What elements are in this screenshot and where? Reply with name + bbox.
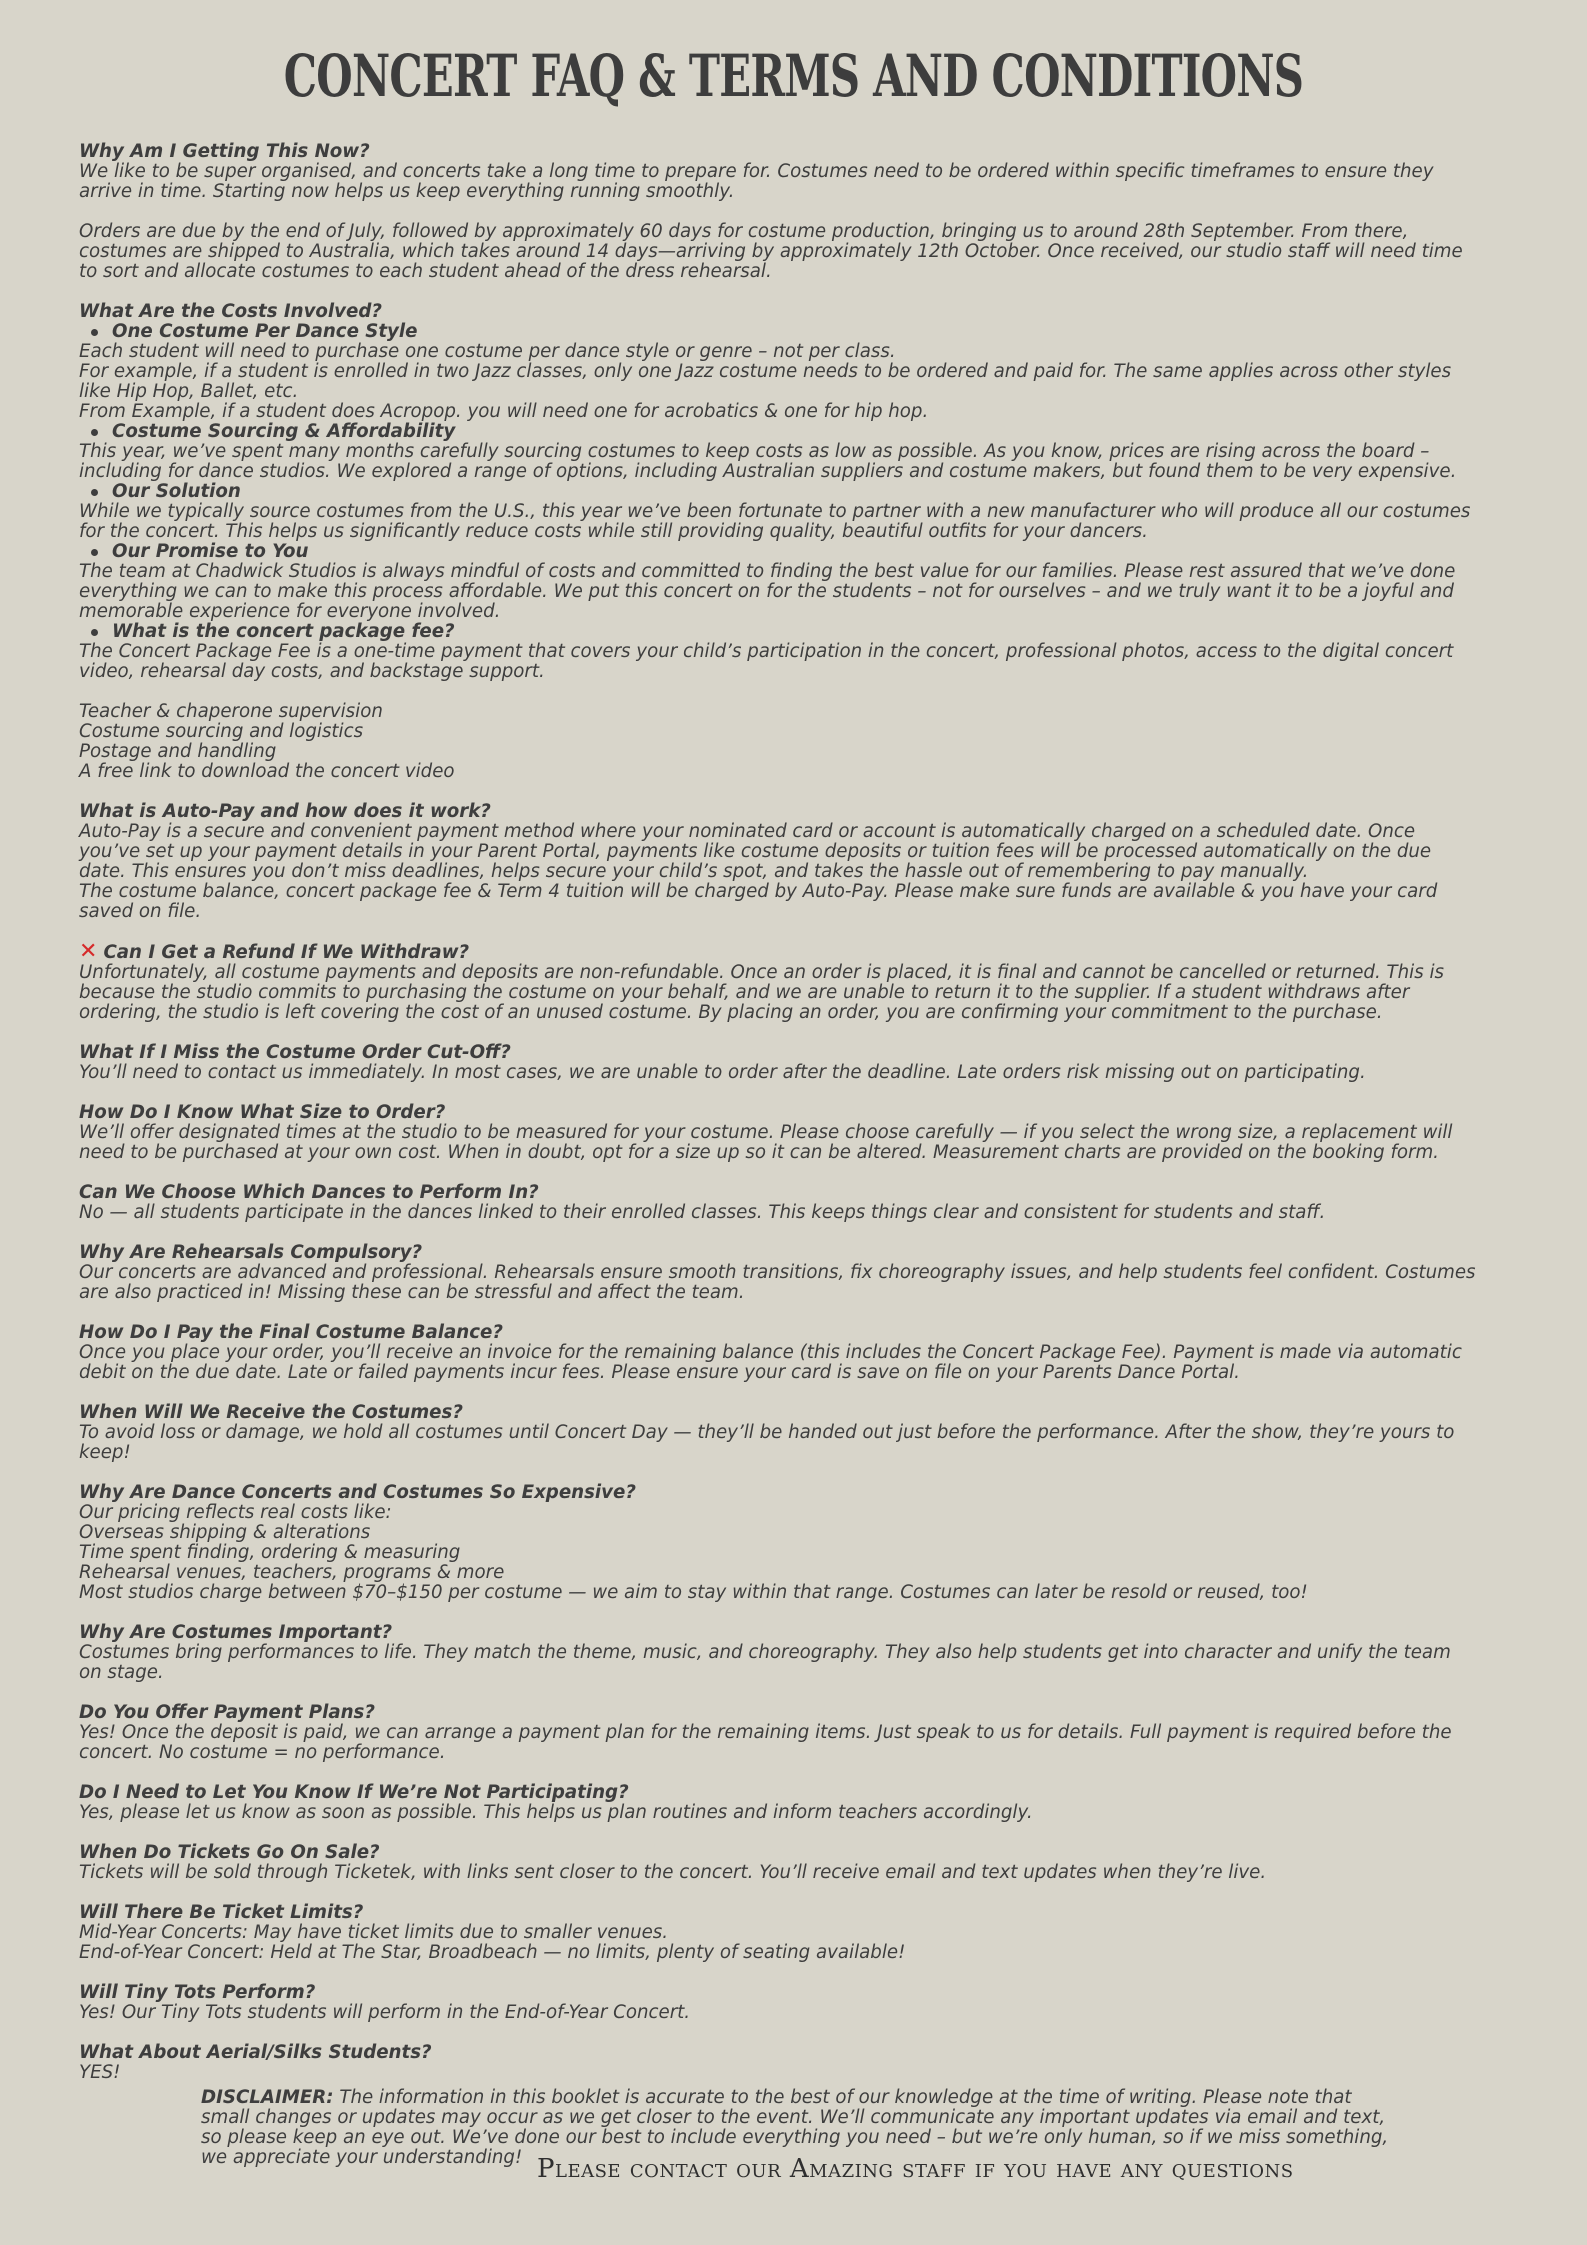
- faq-item: [79, 2043, 1479, 2083]
- bullet-heading: What is the concert package fee?: [79, 622, 1479, 642]
- faq-answer-line: Rehearsal venues, teachers, programs & more: [79, 1562, 505, 1583]
- faq-item: [79, 1623, 1479, 1683]
- faq-question-text: Do I Need to Let You Know If We’re Not Participating?: [79, 1782, 629, 1803]
- faq-answer-line: The team at Chadwick Studios is always mindful of costs and committed to finding the best value for our families. Please rest assured that we’ve done everything we can to make this process affordable. We put this concert on for the students – not for ourselves – and we truly want it to be a joyful and memorable experience for everyone involved.: [79, 561, 1456, 622]
- red-x-icon: ✕: [79, 939, 98, 964]
- faq-answer-line: No — all students participate in the dances linked to their enrolled classes. This keeps things clear and consistent for students and staff.: [79, 1202, 1326, 1223]
- faq-question-text: Why Are Rehearsals Compulsory?: [79, 1242, 423, 1263]
- faq-question-text: Why Are Costumes Important?: [79, 1622, 393, 1643]
- faq-answer-line: Tickets will be sold through Ticketek, with links sent closer to the concert. You’ll receive email and text updates when they’re live.: [79, 1862, 1267, 1883]
- faq-question-text: When Do Tickets Go On Sale?: [79, 1842, 380, 1863]
- faq-answer-line: Yes! Our Tiny Tots students will perform in the End-of-Year Concert.: [79, 2002, 691, 2023]
- faq-question-text: How Do I Pay the Final Costume Balance?: [79, 1322, 503, 1343]
- faq-answer-line: This year, we’ve spent many months carefully sourcing costumes to keep costs as low as possible. As you know, prices are rising across the board – including for dance studios. We explored a range of options, including Australian suppliers and costume makers, but found them to be very expensive.: [79, 441, 1457, 482]
- faq-question: [79, 1483, 1479, 1503]
- faq-answer-line: Our concerts are advanced and professional. Rehearsals ensure smooth transitions, fix choreography issues, and help students feel confident. Costumes are also practiced in! Missing these can be stressful and affect the team.: [79, 1262, 1476, 1303]
- faq-answer-line: Yes, please let us know as soon as possible. This helps us plan routines and inform teachers accordingly.: [79, 1802, 1033, 1823]
- faq-answer-line: Each student will need to purchase one costume per dance style or genre – not per class.: [79, 341, 896, 362]
- faq-item: [79, 1043, 1479, 1083]
- faq-answer-line: To avoid loss or damage, we hold all costumes until Concert Day — they’ll be handed out just before the performance. After the show, they’re yours to keep!: [79, 1422, 1455, 1463]
- faq-question-text: Will There Be Ticket Limits?: [79, 1902, 364, 1923]
- page-title: CONCERT FAQ & TERMS AND CONDITIONS: [283, 42, 1304, 110]
- faq-item: [79, 1483, 1479, 1603]
- bullet-heading: Our Solution: [79, 482, 1479, 502]
- faq-item: [79, 802, 1479, 922]
- faq-question: [79, 1403, 1479, 1423]
- faq-answer-line: Auto-Pay is a secure and convenient payment method where your nominated card or account is automatically charged on a scheduled date. Once you’ve set up your payment details in your Parent Portal, payments like costume deposits or tuition fees will be processed automatically on the due date. This ensures you don’t miss deadlines, helps secure your child’s spot, and takes the hassle out of remembering to pay manually.: [79, 821, 1432, 882]
- bullet-heading: One Costume Per Dance Style: [79, 322, 1479, 342]
- faq-answer-line: YES!: [79, 2062, 121, 2083]
- faq-question: [79, 939, 1479, 964]
- faq-answer-line: From Example, if a student does Acropop. you will need one for acrobatics & one for hip hop.: [79, 401, 929, 422]
- faq-question-text: Why Are Dance Concerts and Costumes So Expensive?: [79, 1482, 636, 1503]
- faq-item: [79, 1103, 1479, 1163]
- faq-question: [79, 1783, 1479, 1803]
- faq-answer-line: Yes! Once the deposit is paid, we can arrange a payment plan for the remaining items. Just speak to us for details. Full payment is required before the concert. No costume = no performance.: [79, 1722, 1452, 1763]
- faq-question: [79, 1183, 1479, 1203]
- disclaimer-label: DISCLAIMER:: [201, 2087, 334, 2108]
- faq-answer-line: Our pricing reflects real costs like:: [79, 1502, 392, 1523]
- faq-question: [79, 1843, 1479, 1863]
- disclaimer-text: The information in this booklet is accurate to the best of our knowledge at the time of writing. Please note that small changes or updates may occur as we get closer to the event. We’ll communicate any important updates via email and text, so please keep an eye out. We’ve done our best to include everything you need – but we’re only human, so if we miss something, we appreciate your understanding!: [201, 2087, 1389, 2168]
- faq-answer-line: A free link to download the concert video: [79, 761, 455, 782]
- paragraph-gap: [79, 202, 1479, 222]
- faq-question-text: What is Auto-Pay and how does it work?: [79, 801, 491, 822]
- faq-question-text: Can I Get a Refund If We Withdraw?: [103, 942, 470, 963]
- faq-list: [79, 142, 1479, 2103]
- faq-answer-line: Postage and handling: [79, 741, 277, 762]
- faq-answer-line: Costumes bring performances to life. They match the theme, music, and choreography. They also help students get into character and unify the team on stage.: [79, 1642, 1451, 1683]
- faq-answer-line: Costume sourcing and logistics: [79, 721, 364, 742]
- faq-item: [79, 1783, 1479, 1823]
- faq-question: [79, 1243, 1479, 1263]
- faq-answer-line: Overseas shipping & alterations: [79, 1522, 371, 1543]
- faq-answer-line: End-of-Year Concert: Held at The Star, Broadbeach — no limits, plenty of seating available!: [79, 1942, 906, 1963]
- faq-item: [79, 302, 1479, 782]
- faq-question-text: What If I Miss the Costume Order Cut-Off?: [79, 1042, 511, 1063]
- faq-item: [79, 1703, 1479, 1763]
- faq-answer-line: We’ll offer designated times at the studio to be measured for your costume. Please choose carefully — if you select the wrong size, a replacement will need to be purchased at your own cost. When in doubt, opt for a size up so it can be altered. Measurement charts are provided on the booking form.: [79, 1122, 1453, 1163]
- faq-question: [79, 2043, 1479, 2063]
- faq-answer-line: Mid-Year Concerts: May have ticket limits due to smaller venues.: [79, 1922, 669, 1943]
- paragraph-gap: [79, 682, 1479, 702]
- contact-footer: Please contact our Amazing staff if you have any questions: [537, 2154, 1294, 2184]
- faq-item: [79, 142, 1479, 282]
- faq-item: [79, 1843, 1479, 1883]
- faq-item: [79, 939, 1479, 1023]
- faq-question-text: What Are the Costs Involved?: [79, 301, 382, 322]
- faq-item: [79, 1243, 1479, 1303]
- faq-question: [79, 1903, 1479, 1923]
- faq-answer-line: For example, if a student is enrolled in two Jazz classes, only one Jazz costume needs to be ordered and paid for. The same applies across other styles like Hip Hop, Ballet, etc.: [79, 361, 1452, 402]
- faq-question: [79, 1323, 1479, 1343]
- faq-answer-line: While we typically source costumes from the U.S., this year we’ve been fortunate to partner with a new manufacturer who will produce all our costumes for the concert. This helps us significantly reduce costs while still providing quality, beautiful outfits for your dancers.: [79, 501, 1471, 542]
- faq-question: [79, 1103, 1479, 1123]
- faq-item: [79, 1983, 1479, 2023]
- faq-answer-line: Orders are due by the end of July, followed by approximately 60 days for costume production, bringing us to around 28th September. From there, costumes are shipped to Australia, which takes around 14 days—arriving by approximately 12th October. Once received, our studio staff will need time to sort and allocate costumes to each student ahead of the dress rehearsal.: [79, 221, 1463, 282]
- faq-question-text: What About Aerial/Silks Students?: [79, 2042, 432, 2063]
- bullet-heading: Our Promise to You: [79, 542, 1479, 562]
- faq-question: [79, 1043, 1479, 1063]
- faq-answer-line: We like to be super organised, and concerts take a long time to prepare for. Costumes need to be ordered within specific timeframes to ensure they arrive in time. Starting now helps us keep everything running smoothly.: [79, 161, 1434, 202]
- bullet-heading: Costume Sourcing & Affordability: [79, 422, 1479, 442]
- faq-answer-line: Teacher & chaperone supervision: [79, 701, 383, 722]
- faq-item: [79, 1323, 1479, 1383]
- faq-question: [79, 1983, 1479, 2003]
- faq-answer-line: Time spent finding, ordering & measuring: [79, 1542, 461, 1563]
- faq-answer-line: You’ll need to contact us immediately. In most cases, we are unable to order after the deadline. Late orders risk missing out on participating.: [79, 1062, 1366, 1083]
- faq-question-text: Will Tiny Tots Perform?: [79, 1982, 316, 2003]
- faq-item: [79, 1903, 1479, 1963]
- faq-item: [79, 1183, 1479, 1223]
- faq-question: [79, 1623, 1479, 1643]
- faq-answer-line: Most studios charge between $70–$150 per costume — we aim to stay within that range. Costumes can later be resold or reused, too!: [79, 1582, 1308, 1603]
- faq-question: [79, 802, 1479, 822]
- faq-question: [79, 302, 1479, 322]
- faq-question-text: Can We Choose Which Dances to Perform In?: [79, 1182, 539, 1203]
- faq-question-text: Do You Offer Payment Plans?: [79, 1702, 375, 1723]
- faq-question: [79, 1703, 1479, 1723]
- faq-answer-line: Unfortunately, all costume payments and deposits are non-refundable. Once an order is placed, it is final and cannot be cancelled or returned. This is because the studio commits to purchasing the costume on your behalf, and we are unable to return it to the supplier. If a student withdraws after ordering, the studio is left covering the cost of an unused costume. By placing an order, you are confirming your commitment to the purchase.: [79, 962, 1445, 1023]
- faq-question-text: Why Am I Getting This Now?: [79, 141, 370, 162]
- faq-answer-line: Once you place your order, you’ll receive an invoice for the remaining balance (this includes the Concert Package Fee). Payment is made via automatic debit on the due date. Late or failed payments incur fees. Please ensure your card is save on file on your Parents Dance Portal.: [79, 1342, 1462, 1383]
- faq-question: [79, 142, 1479, 162]
- faq-question-text: How Do I Know What Size to Order?: [79, 1102, 446, 1123]
- faq-answer-line: The Concert Package Fee is a one-time payment that covers your child’s participation in the concert, professional photos, access to the digital concert video, rehearsal day costs, and backstage support.: [79, 641, 1454, 682]
- faq-question-text: When Will We Receive the Costumes?: [79, 1402, 463, 1423]
- faq-answer-line: The costume balance, concert package fee & Term 4 tuition will be charged by Auto-Pay. Please make sure funds are available & you have your card saved on file.: [79, 881, 1438, 922]
- faq-item: [79, 1403, 1479, 1463]
